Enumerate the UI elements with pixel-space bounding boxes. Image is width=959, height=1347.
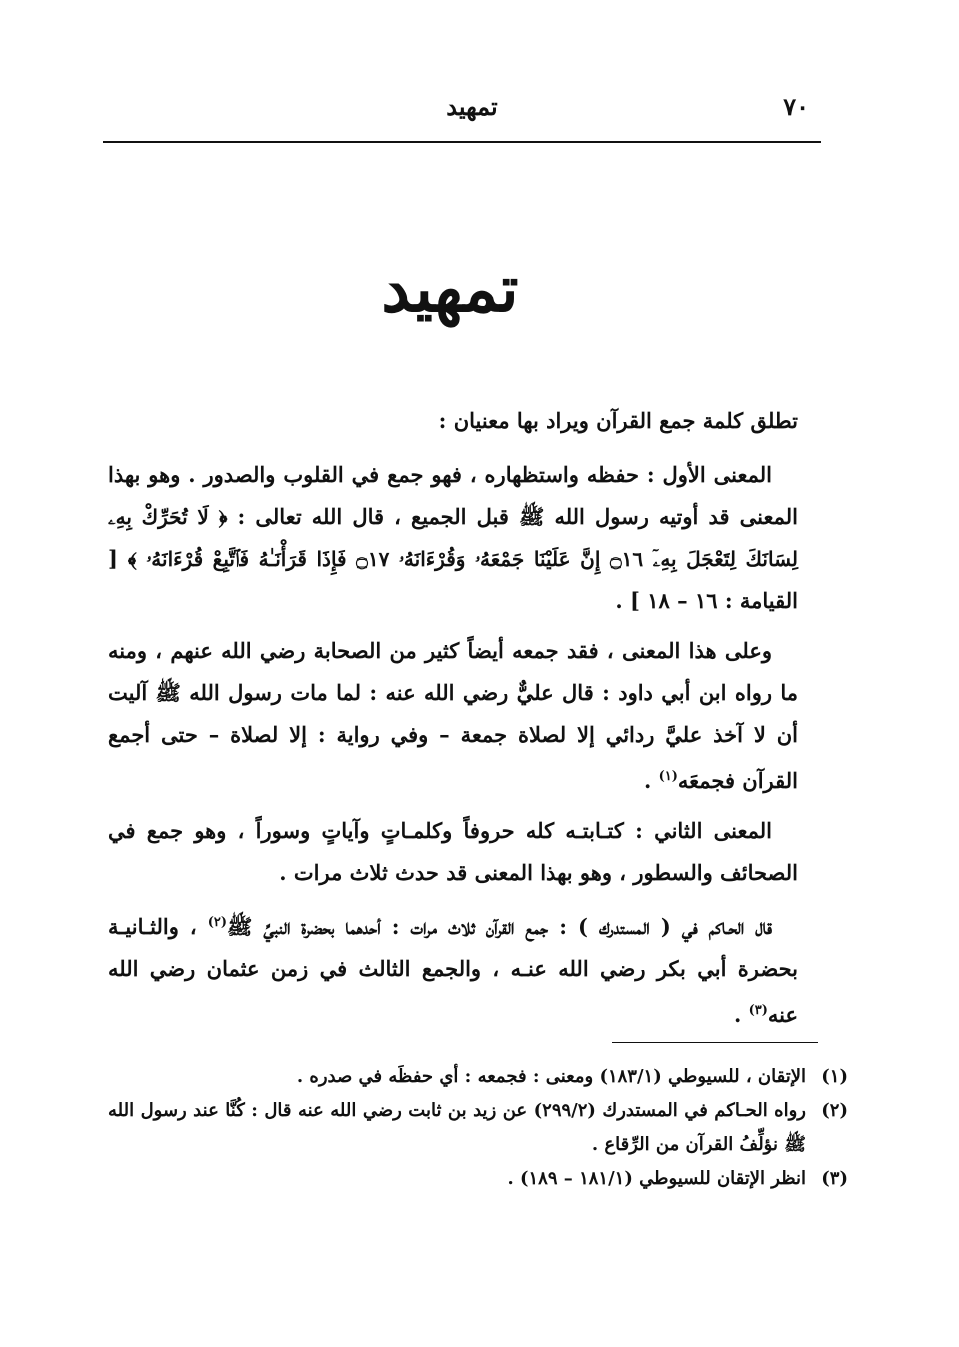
hakim-text-a: قال الحـاكم في ( المستدرك ) : جمع القرآن ثلاث مرات : أحدهما بحضرة النبيِّ ﷺ [227, 914, 772, 939]
running-title: تمهيد [446, 92, 498, 121]
footnote-1 [108, 1060, 848, 1094]
footnote-rule [612, 1042, 818, 1043]
footnote-ref-3[interactable]: (٣) [748, 1003, 768, 1018]
first-meaning-text: المعنى الأول : حفظه واستظهاره ، فهو جمع في القلوب والصدور . وهو بهذا المعنى قد أوتيه رسول الله ﷺ قبل الجميع ، قال الله تعالى : [108, 462, 798, 529]
paragraph-hakim [108, 902, 798, 1036]
page-number: ٧٠ [783, 92, 809, 121]
paragraph-second-meaning [108, 810, 798, 894]
quran-verse: ﴿ لَا تُحَرِّكْ بِهِۦ لِسَانَكَ لِتَعْجَلَ بِهِۦٓ ۝١٦ إِنَّ عَلَيْنَا جَمْعَهُۥ وَقُرْءَانَهُۥ ۝١٧ فَإِذَا قَرَأْنَـٰهُ فَٱتَّبِعْ قُرْءَانَهُۥ ﴾ [108, 505, 799, 571]
footnote-3 [108, 1162, 848, 1196]
footnote-ref-2[interactable]: (٢) [207, 915, 227, 930]
footnote-number: (٣) [821, 1168, 848, 1189]
chapter-title: تمهيد [381, 252, 519, 327]
paragraph-intro-text: تطلق كلمة جمع القرآن ويراد بها معنيان : [438, 408, 798, 433]
paragraph-end-mark: . [643, 768, 659, 793]
companions-text: وعلى هذا المعنى ، فقد جمعه أيضاً كثير من الصحابة رضي الله عنهم ، ومنه ما رواه ابن أبي داود : قال عليٌّ رضي الله عنه : لما مات رسول الله ﷺ آليت أن لا آخذ عليَّ ردائي إلا لصلاة جمعة – وفي رواية : إلا لصلاة – حتى أجمع القرآن فجمعَه [108, 638, 798, 793]
verse-reference: [ القيامة : ١٦ – ١٨ ] . [108, 546, 798, 613]
paragraph-companions [108, 630, 798, 802]
footnote-text: الإتقان ، للسيوطي (١٨٣/١) ومعنى : فجمعه : أي حفظَه في صدره . [296, 1066, 806, 1087]
footnote-text: رواه الحـاكم في المستدرك (٢٩٩/٢) عن زيد بن ثابت رضي الله عنه قال : كُنَّا عند رسول الله ﷺ نؤلِّفُ القرآن من الرِّقاع . [108, 1100, 806, 1155]
footnote-text: انظر الإتقان للسيوطي (١٨١/١ – ١٨٩) . [507, 1168, 806, 1189]
footnote-ref-1[interactable]: (١) [658, 769, 678, 784]
page-header [103, 92, 841, 132]
footnotes [108, 1060, 848, 1196]
paragraph-first-meaning [108, 454, 798, 622]
footnote-2 [108, 1094, 848, 1162]
main-text [108, 400, 798, 1044]
header-rule [103, 141, 821, 143]
hakim-text-b: ، والثـانيـة بحضرة أبي بكر رضي الله عنـه ، والجمع الثالث في زمن عثمان رضي الله عنه [108, 914, 798, 1027]
second-meaning-text: المعنى الثاني : كتـابتـه كله حروفاً وكلمـاتٍ وآياتٍ وسوراً ، وهو جمع في الصحائف والسطور ، وهو بهذا المعنى قد حدث ثلاث مرات . [108, 818, 798, 885]
footnote-number: (٢) [821, 1100, 848, 1121]
paragraph-intro [108, 400, 798, 442]
footnote-number: (١) [821, 1066, 848, 1087]
paragraph-end-mark: . [733, 1002, 749, 1027]
